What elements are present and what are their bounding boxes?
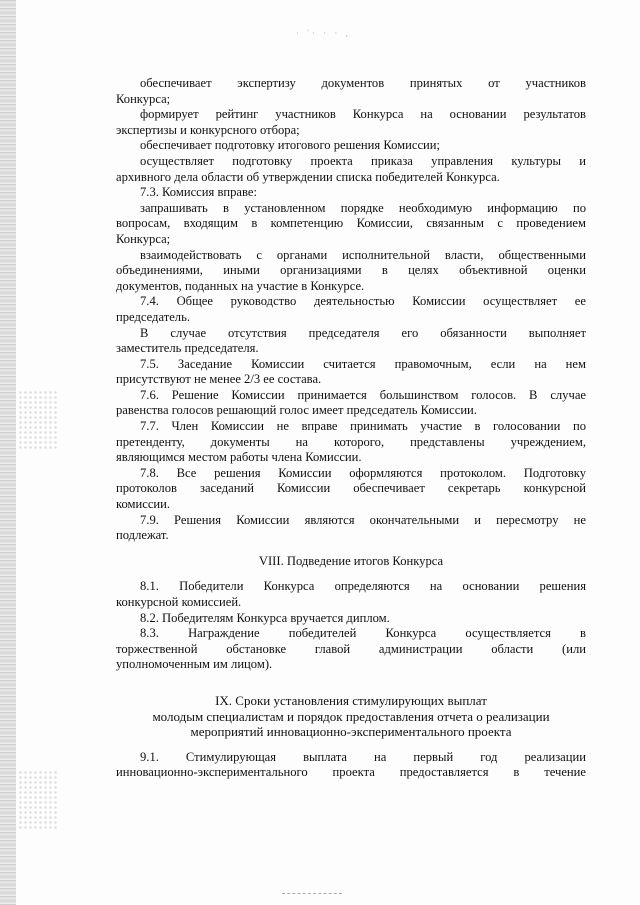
text-line: Конкурса; (116, 91, 171, 106)
text-line: 7.5. Заседание Комиссии считается правомочным, если на нем (140, 356, 586, 371)
para-8-1-cont: конкурсной комиссией. (116, 595, 242, 609)
text-line: 7.7. Член Комиссии не вправе принимать участие в голосовании по (140, 419, 586, 434)
text-line: 7.4. Общее руководство деятельностью Комиссии осуществляет ее (140, 294, 586, 309)
para-8-2: 8.2. Победителям Конкурса вручается диплом. (140, 610, 390, 625)
section-9-heading-line3: мероприятий инновационно-экспериментального проекта (190, 724, 512, 740)
text-line: В случае отсутствия председателя его обязанности выполняет (140, 325, 586, 340)
header-mark: · '· · · , (296, 28, 351, 38)
text-line: 7.8. Все решения Комиссии оформляются протоколом. Подготовку (140, 465, 586, 480)
text-line: Конкурса; (116, 231, 171, 246)
para-8-3-end: уполномоченным им лицом). (116, 657, 273, 672)
text-line: вопросам, входящим в компетенцию Комиссии, связанным с проведением (116, 216, 586, 231)
text-line: архивного дела области об утверждении списка победителей Конкурса. (116, 169, 500, 184)
para-9-1-cont: инновационно-экспериментального проекта предоставляется в течение (116, 765, 586, 780)
document-body (116, 76, 586, 781)
section-9-heading: IX. Сроки установления стимулирующих выплат (215, 692, 487, 708)
text-line: осуществляет подготовку проекта приказа управления культуры и (140, 153, 586, 168)
text-line: заместитель председателя. (116, 341, 259, 356)
text-line: протоколов заседаний Комиссии обеспечивает секретарь конкурсной (116, 481, 586, 496)
text-line: запрашивать в установленном порядке необходимую информацию по (140, 200, 586, 215)
text-line: обеспечивает экспертизу документов принятых от участников (140, 76, 586, 90)
text-line: являющимся местом работы члена Комиссии. (116, 450, 362, 465)
text-line: обеспечивает подготовку итогового решения Комиссии; (140, 138, 441, 153)
text-line: экспертизы и конкурсного отбора; (116, 122, 300, 137)
para-8-1: 8.1. Победители Конкурса определяются на основании решения (140, 579, 586, 594)
text-line: 7.9. Решения Комиссии являются окончательными и пересмотру не (140, 512, 586, 527)
text-line: претенденту, документы на которого, представлены учреждением, (116, 434, 586, 449)
para-8-3: 8.3. Награждение победителей Конкурса осуществляется в (140, 626, 586, 641)
section-9-heading-line2: молодым специалистам и порядок предоставления отчета о реализации (152, 708, 550, 724)
text-line: 7.6. Решение Комиссии принимается большинством голосов. В случае (140, 387, 586, 402)
section-8-heading: VIII. Подведение итогов Конкурса (258, 553, 444, 568)
para-9-1: 9.1. Стимулирующая выплата на первый год реализации (140, 749, 586, 764)
scan-noise (18, 390, 58, 450)
scan-edge-artifact (0, 0, 16, 905)
text-line: подлежат. (116, 528, 169, 543)
text-line: председатель. (116, 309, 190, 324)
text-line: равенства голосов решающий голос имеет председатель Комиссии. (116, 403, 477, 418)
scan-noise (18, 770, 58, 830)
text-line: объединениями, иными организациями в целях объективной оценки (116, 263, 586, 278)
text-line: взаимодействовать с органами исполнительной власти, общественными (140, 247, 586, 262)
chapter-7-continued (116, 76, 586, 544)
text-line: документов, поданных на участие в Конкурсе. (116, 278, 365, 293)
para-8-3-cont: торжественной обстановке главой администрации области (или (116, 641, 586, 656)
text-line: комиссии. (116, 497, 171, 512)
text-line: 7.3. Комиссия вправе: (140, 185, 257, 200)
bottom-scan-mark (282, 893, 342, 894)
text-line: формирует рейтинг участников Конкурса на основании результатов (140, 107, 586, 122)
text-line: присутствуют не менее 2/3 ее состава. (116, 372, 322, 387)
